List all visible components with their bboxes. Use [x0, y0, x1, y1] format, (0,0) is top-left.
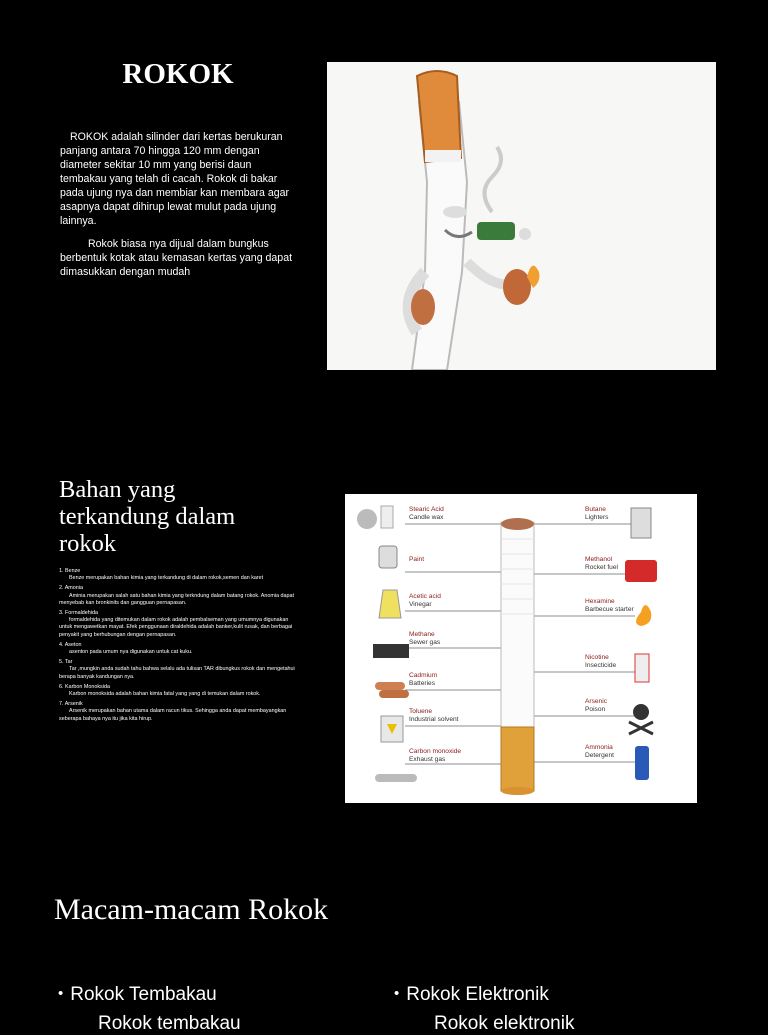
cigarette-ingredients-diagram — [345, 494, 697, 803]
slide-title: ROKOK — [122, 58, 234, 90]
chemical-use: Vinegar — [409, 600, 432, 608]
chemical-use: Detergent — [585, 751, 614, 759]
diagram-label — [585, 556, 618, 571]
chemical-name: Acetic acid — [409, 593, 441, 600]
chemical-use: Barbecue starter — [585, 605, 634, 613]
chemical-use: Batteries — [409, 679, 436, 687]
diagram-label — [585, 698, 607, 713]
paragraph: Rokok biasa nya dijual dalam bungkus berbentuk kotak atau kemasan kertas yang dapat dimasukkan dengan mudah — [60, 238, 293, 278]
chemical-name: Methane — [409, 631, 435, 638]
chemical-name: Hexamine — [585, 598, 615, 605]
diagram-label — [409, 556, 424, 564]
sub-item: Rokok elektronik — [434, 1013, 575, 1034]
diagram-label — [585, 598, 634, 613]
ingredient-description: Tar ,mungkin anda sudah tahu bahwa selalu ada tulisan TAR dibungkus rokok dan mengetahui berapa banyak kandungan nya. — [59, 666, 295, 680]
ingredient-title: 7. Arsenik — [59, 701, 83, 708]
ingredient-description: Aminia merupakan salah satu bahan kimia yang terkndung dalam batang rokok. Anomia dapat menyebab kan bronkinits dan gangguan pernapasan. — [59, 592, 295, 606]
ingredient-description: Arsenik merupakan bahan utama dalam racun tikus. Sehingga anda dapat membayangkan seberapa bahaya nya itu jika kita hirup. — [59, 708, 287, 722]
chemical-name: Methanol — [585, 556, 613, 563]
diagram-label — [409, 631, 440, 646]
chemical-name: Cadmium — [409, 672, 438, 679]
chemical-use: Candle wax — [409, 513, 444, 521]
diagram-label — [409, 708, 458, 723]
diagram-label — [409, 672, 437, 687]
chemical-use: Lighters — [585, 513, 609, 521]
ingredient-title: 1. Benze — [59, 568, 81, 574]
paragraph: ROKOK adalah silinder dari kertas berukuran panjang antara 70 hingga 120 mm dengan diameter sekitar 10 mm yang berisi daun tembakau yang telah di cacah. Rokok di bakar pada ujung nya dan membiar kan membara agar asapnya dapat dihirup lewat mulut pada ujung lainnya. — [60, 131, 290, 227]
diagram-label — [585, 744, 614, 759]
ingredient-description: Benze merupakan bahan kimia yang terkandung di dalam rokok,semen dan karet — [69, 575, 264, 582]
chemical-use: Rocket fuel — [585, 563, 618, 571]
bullet-dot: • — [58, 985, 64, 1002]
ingredient-description: formaldehida yang ditemukan dalam rokok adalah pembalseman yang umumnya digunakan untuk mengawetkan mayat. Efek penggunaan diraldehida adalah banker,kulit rusak, dan berbagai penyakit yang berhubungan dengan pernapasan. — [59, 617, 293, 638]
chemical-name: Ammonia — [585, 744, 613, 751]
chemical-use: Sewer gas — [409, 638, 441, 646]
chemical-use: Poison — [585, 705, 606, 713]
diagram-label — [409, 506, 444, 521]
diagram-label — [585, 506, 608, 521]
ingredient-title: 4. Aseton — [59, 641, 82, 648]
chemical-name: Butane — [585, 506, 606, 513]
chemical-use: Exhaust gas — [409, 755, 446, 763]
chemical-name: Arsenic — [585, 698, 607, 705]
bullet-label: Rokok Elektronik — [406, 984, 549, 1005]
chemical-use: Industrial solvent — [409, 715, 459, 723]
bullet-rokok-tembakau — [58, 984, 217, 1006]
ingredient-description: asenton pada umum nya digunakan untuk cat kuku. — [69, 649, 193, 656]
diagram-label — [585, 654, 616, 669]
chemical-name: Toluene — [409, 708, 433, 715]
slide-body — [60, 130, 296, 288]
ingredient-title: 3. Formaldehida — [59, 610, 98, 617]
diagram-label — [409, 593, 441, 608]
bullet-rokok-elektronik — [394, 984, 549, 1006]
bullet-label: Rokok Tembakau — [70, 984, 217, 1005]
ingredient-list — [59, 565, 299, 724]
chemical-use: Insecticide — [585, 661, 617, 669]
ingredient-title: 5. Tar — [59, 659, 73, 666]
chemical-name: Paint — [409, 556, 425, 563]
slide-title: Macam-macam Rokok — [54, 893, 329, 926]
slide-title: Bahan yang terkandung dalam rokok — [59, 476, 236, 557]
ingredient-title: 6. Karbon Monoksida — [59, 683, 110, 690]
cigarette-illustration — [327, 62, 716, 370]
ingredient-title: 2. Amonia — [59, 585, 83, 592]
chemical-name: Carbon monoxide — [409, 748, 462, 755]
bullet-dot: • — [394, 985, 400, 1002]
diagram-label — [409, 748, 461, 763]
chemical-name: Nicotine — [585, 654, 609, 661]
ingredient-description: Karbon monoksida adalah bahan kimia fatal yang yang di temukan dalam rokok. — [69, 691, 261, 698]
chemical-name: Stearic Acid — [409, 506, 444, 513]
sub-item: Rokok tembakau — [98, 1013, 241, 1034]
